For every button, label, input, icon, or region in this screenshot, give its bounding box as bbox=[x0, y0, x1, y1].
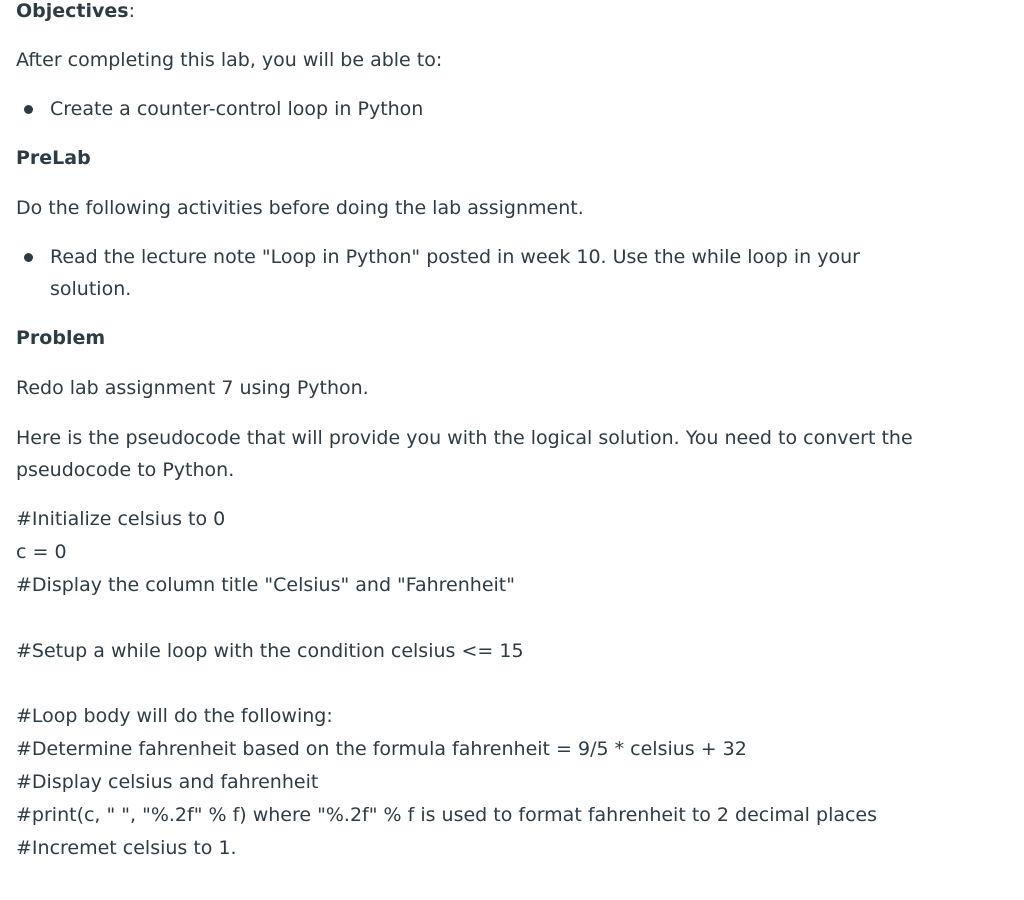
bullet-icon bbox=[24, 105, 33, 114]
pseudocode-line: #Setup a while loop with the condition celsius <= 15 bbox=[16, 640, 524, 662]
pseudocode-line: c = 0 bbox=[16, 541, 67, 563]
objectives-heading-text: Objectives bbox=[16, 0, 129, 22]
bullet-icon bbox=[24, 253, 33, 262]
pseudocode-line: #Determine fahrenheit based on the formula fahrenheit = 9/5 * celsius + 32 bbox=[16, 738, 747, 760]
prelab-intro: Do the following activities before doing the lab assignment. bbox=[16, 197, 584, 219]
objectives-bullet-item bbox=[24, 93, 910, 125]
problem-line-2: Here is the pseudocode that will provide you with the logical solution. You need to convert the pseudocode to Python. bbox=[16, 427, 913, 481]
problem-line-1: Redo lab assignment 7 using Python. bbox=[16, 377, 369, 399]
prelab-heading: PreLab bbox=[16, 147, 91, 169]
objectives-heading-colon: : bbox=[128, 0, 135, 22]
objectives-bullet-text: Create a counter-control loop in Python bbox=[50, 98, 424, 120]
pseudocode-line: #print(c, " ", "%.2f" % f) where "%.2f" % f is used to format fahrenheit to 2 decimal places bbox=[16, 804, 878, 826]
pseudocode-line: #Initialize celsius to 0 bbox=[16, 508, 226, 530]
pseudocode-line: #Display celsius and fahrenheit bbox=[16, 771, 319, 793]
pseudocode-line: #Loop body will do the following: bbox=[16, 705, 333, 727]
objectives-intro: After completing this lab, you will be able to: bbox=[16, 49, 443, 71]
prelab-bullet-item bbox=[24, 241, 910, 305]
pseudocode-line: #Incremet celsius to 1. bbox=[16, 837, 237, 859]
objectives-heading bbox=[16, 0, 135, 23]
prelab-bullet-text: Read the lecture note "Loop in Python" posted in week 10. Use the while loop in your solution. bbox=[50, 246, 860, 300]
problem-heading: Problem bbox=[16, 327, 106, 349]
pseudocode-line: #Display the column title "Celsius" and "Fahrenheit" bbox=[16, 574, 515, 596]
